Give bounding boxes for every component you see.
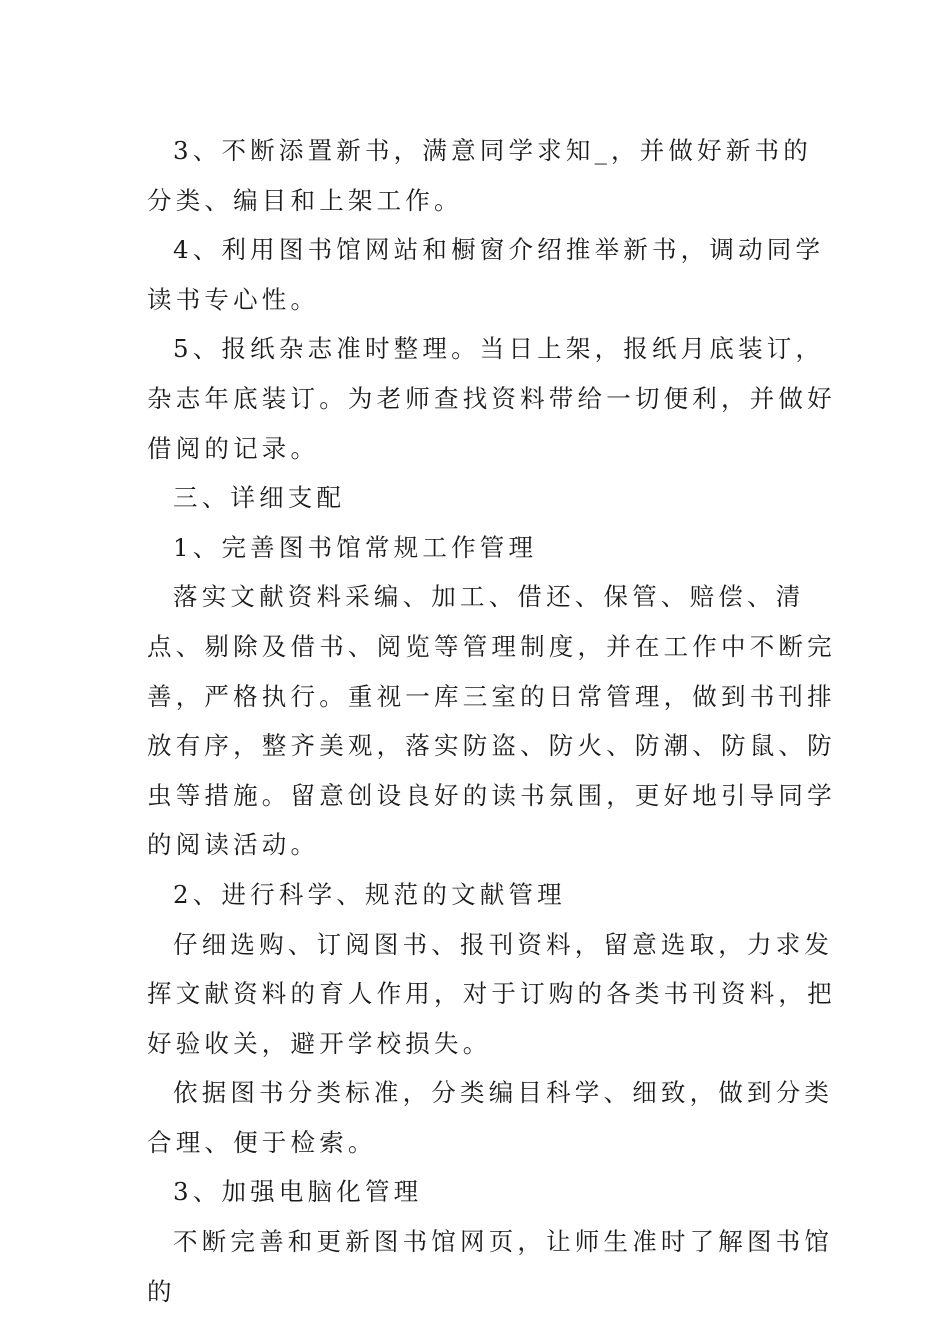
paragraph-website-update: 不断完善和更新图书馆网页，让师生准时了解图书馆的 (147, 1227, 834, 1306)
document-body (147, 126, 837, 1316)
paragraph-routine-management: 落实文献资料采编、加工、借还、保管、赔偿、清点、剔除及借书、阅览等管理制度，并在工作中不断完善，严格执行。重视一库三室的日常管理，做到书刊排放有序，整齐美观，落实防盗、防火、防潮、防鼠、防虫等措施。留意创设良好的读书氛围，更好地引导同学的阅读活动。 (147, 582, 836, 860)
paragraph-item-5-newspapers: 5、报纸杂志准时整理。当日上架，报纸月底装订，杂志年底装订。为老师查找资料带给一切便利，并做好借阅的记录。 (147, 334, 836, 463)
paragraph-item-3-new-books: 3、不断添置新书，满意同学求知_，并做好新书的分类、编目和上架工作。 (147, 136, 812, 215)
section-heading-3: 三、详细支配 (173, 483, 346, 513)
subheading-1-routine-management: 1、完善图书馆常规工作管理 (173, 532, 538, 562)
paragraph-item-4-promote-books: 4、利用图书馆网站和橱窗介绍推举新书，调动同学读书专心性。 (147, 235, 825, 314)
subheading-3-computerized-management: 3、加强电脑化管理 (173, 1177, 423, 1207)
paragraph-purchasing: 仔细选购、订阅图书、报刊资料，留意选取，力求发挥文献资料的育人作用，对于订购的各类书刊资料，把好验收关，避开学校损失。 (147, 929, 836, 1058)
subheading-2-document-management: 2、进行科学、规范的文献管理 (173, 879, 566, 909)
paragraph-classification: 依据图书分类标准，分类编目科学、细致，做到分类合理、便于检索。 (147, 1078, 834, 1157)
